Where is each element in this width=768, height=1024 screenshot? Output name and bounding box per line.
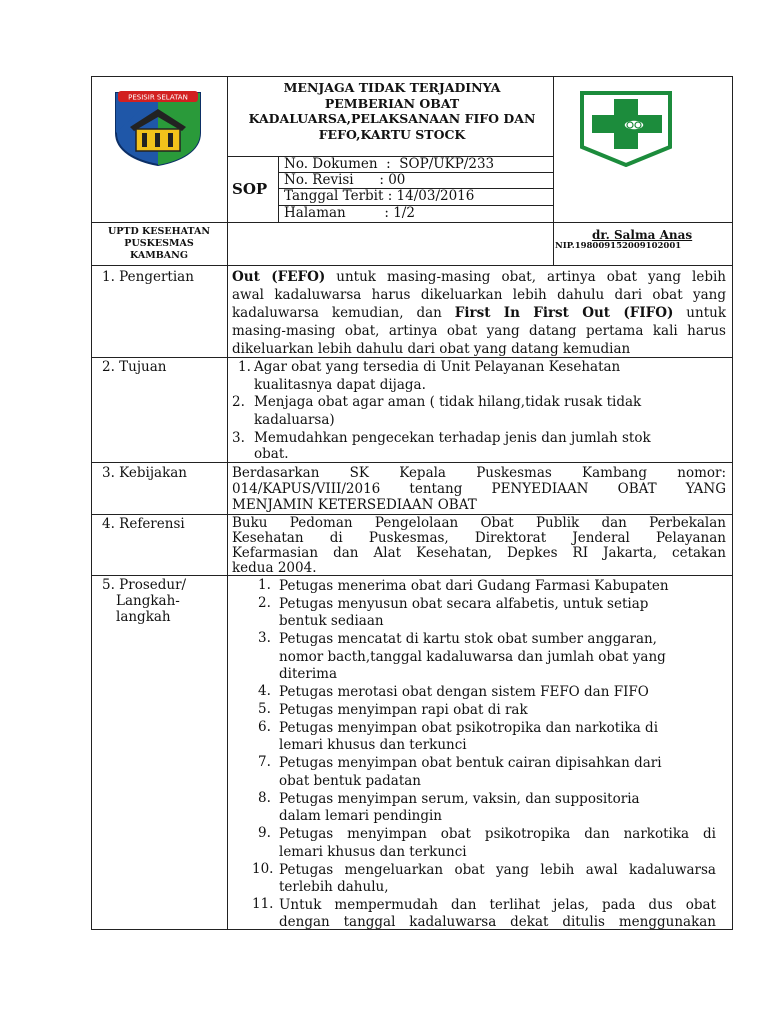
list-item: Petugas mencatat di kartu stok obat sumber anggaran, (279, 631, 657, 647)
field-no-revisi: No. Revisi : 00 (284, 172, 406, 188)
fefo-term: Out (FEFO) (232, 269, 326, 285)
document-title (228, 80, 556, 142)
kebijakan-line: MENJAMIN KETERSEDIAAN OBAT (232, 497, 477, 513)
org-line: UPTD KESEHATAN (107, 226, 211, 237)
list-item: Petugas menyimpan rapi obat di rak (279, 702, 528, 718)
list-item: kualitasnya dapat dijaga. (254, 377, 426, 393)
list-number: 2. (258, 595, 271, 611)
list-number: 2. (232, 394, 245, 410)
list-item: dengan tanggal kadaluwarsa dekat ditulis menggunakan (279, 914, 716, 930)
list-item: lemari khusus dan terkunci (279, 844, 467, 860)
list-number: 1. (238, 359, 251, 375)
section-label-prosedur (102, 577, 186, 625)
list-item: Petugas merotasi obat dengan sistem FEFO dan FIFO (279, 684, 649, 700)
pengertian-text: untuk masing-masing obat, artinya obat yang lebih (325, 269, 726, 285)
pengertian-line: dikeluarkan lebih dahulu dari obat yang datang kemudian (232, 341, 631, 357)
list-number: 4. (258, 683, 271, 699)
org-line: PUSKESMAS (124, 238, 194, 249)
list-item: Petugas menyimpan serum, vaksin, dan suppositoria (279, 791, 640, 807)
list-item: Memudahkan pengecekan terhadap jenis dan jumlah stok (254, 430, 651, 446)
pengertian-text: untuk (673, 305, 726, 321)
field-tanggal-terbit: Tanggal Terbit : 14/03/2016 (284, 188, 475, 204)
list-number: 1. (258, 577, 271, 593)
list-number: 10. (252, 861, 274, 877)
field-no-dokumen: No. Dokumen : SOP/UKP/233 (284, 156, 495, 172)
list-number: 7. (258, 754, 271, 770)
sop-label: SOP (232, 180, 268, 198)
prosedur-label-line: langkah (116, 609, 171, 625)
list-item: Petugas menyimpan obat psikotropika dan narkotika di (279, 720, 659, 736)
pengertian-line: masing-masing obat, artinya obat yang datang pertama kali harus (232, 323, 726, 339)
list-item: Agar obat yang tersedia di Unit Pelayanan Kesehatan (254, 359, 621, 375)
title-line: MENJAGA TIDAK TERJADINYA (283, 80, 501, 95)
regency-logo (110, 87, 206, 167)
list-number: 6. (258, 719, 271, 735)
list-item: Petugas menyusun obat secara alfabetis, untuk setiap (279, 596, 649, 612)
list-item: Petugas menerima obat dari Gudang Farmasi Kabupaten (279, 578, 669, 594)
list-number: 11. (252, 896, 274, 912)
row-line (91, 462, 733, 463)
list-number: 5. (258, 701, 271, 717)
section-label-kebijakan: 3. Kebijakan (102, 465, 188, 481)
org-line: KAMBANG (130, 250, 188, 261)
signer-name: dr. Salma Anas (592, 228, 693, 242)
pengertian-line: awal kadaluwarsa harus dikeluarkan lebih dahulu dari obat yang (232, 287, 726, 303)
kebijakan-line: 014/KAPUS/VIII/2016 tentang PENYEDIAAN OBAT YANG (232, 481, 726, 497)
section-label-pengertian: 1. Pengertian (102, 269, 194, 285)
sop-divider (278, 156, 279, 222)
list-item: obat. (254, 446, 289, 462)
kebijakan-line: Berdasarkan SK Kepala Puskesmas Kambang nomor: (232, 465, 726, 481)
pengertian-line (232, 269, 726, 287)
list-item: diterima (279, 666, 337, 682)
list-number: 8. (258, 790, 271, 806)
list-item: bentuk sediaan (279, 613, 384, 629)
list-item: terlebih dahulu, (279, 879, 389, 895)
fifo-term: First In First Out (FIFO) (454, 305, 674, 321)
prosedur-label-line: Langkah- (116, 593, 180, 609)
list-item: Menjaga obat agar aman ( tidak hilang,tidak rusak tidak (254, 394, 642, 410)
referensi-line: Kefarmasian dan Alat Kesehatan, Depkes RI Jakarta, cetakan (232, 545, 726, 561)
list-item: lemari khusus dan terkunci (279, 737, 467, 753)
list-item: nomor bacth,tanggal kadaluwarsa dan jumlah obat yang (279, 649, 666, 665)
row-line (91, 265, 733, 266)
pengertian-line (232, 305, 726, 323)
pengertian-text: kadaluwarsa kemudian, dan (232, 305, 455, 321)
field-halaman: Halaman : 1/2 (284, 205, 415, 221)
list-item: Petugas mengeluarkan obat yang lebih awal kadaluwarsa (279, 862, 716, 878)
signer-nip: NIP.198009152009102001 (555, 241, 682, 251)
logo-text: PESISIR SELATAN (128, 93, 188, 102)
header-bottom-line (91, 222, 733, 223)
list-number: 9. (258, 825, 271, 841)
section-label-referensi: 4. Referensi (102, 516, 185, 532)
prosedur-label-line: 5. Prosedur/ (102, 577, 187, 593)
list-number: 3. (258, 630, 271, 646)
column-divider (227, 76, 228, 930)
list-item: Petugas menyimpan obat psikotropika dan narkotika di (279, 826, 716, 842)
list-item: obat bentuk padatan (279, 773, 422, 789)
section-label-tujuan: 2. Tujuan (102, 359, 167, 375)
list-item: Untuk mempermudah dan terlihat jelas, pada dus obat (279, 897, 716, 913)
list-item: dalam lemari pendingin (279, 808, 443, 824)
referensi-line: Kesehatan di Puskesmas, Direktorat Jenderal Pelayanan (232, 530, 726, 546)
list-number: 3. (232, 430, 245, 446)
title-line: FEFO,KARTU STOCK (318, 126, 466, 142)
title-line: PEMBERIAN OBAT (324, 95, 460, 111)
referensi-line: Buku Pedoman Pengelolaan Obat Publik dan Perbekalan (232, 515, 726, 531)
row-line (91, 575, 733, 576)
organization-name (91, 226, 227, 262)
referensi-line: kedua 2004. (232, 560, 317, 576)
list-item: Petugas menyimpan obat bentuk cairan dipisahkan dari (279, 755, 662, 771)
list-item: kadaluarsa) (254, 412, 335, 428)
health-cross-logo (578, 87, 674, 167)
title-line: KADALUARSA,PELAKSANAAN FIFO DAN (248, 111, 536, 126)
